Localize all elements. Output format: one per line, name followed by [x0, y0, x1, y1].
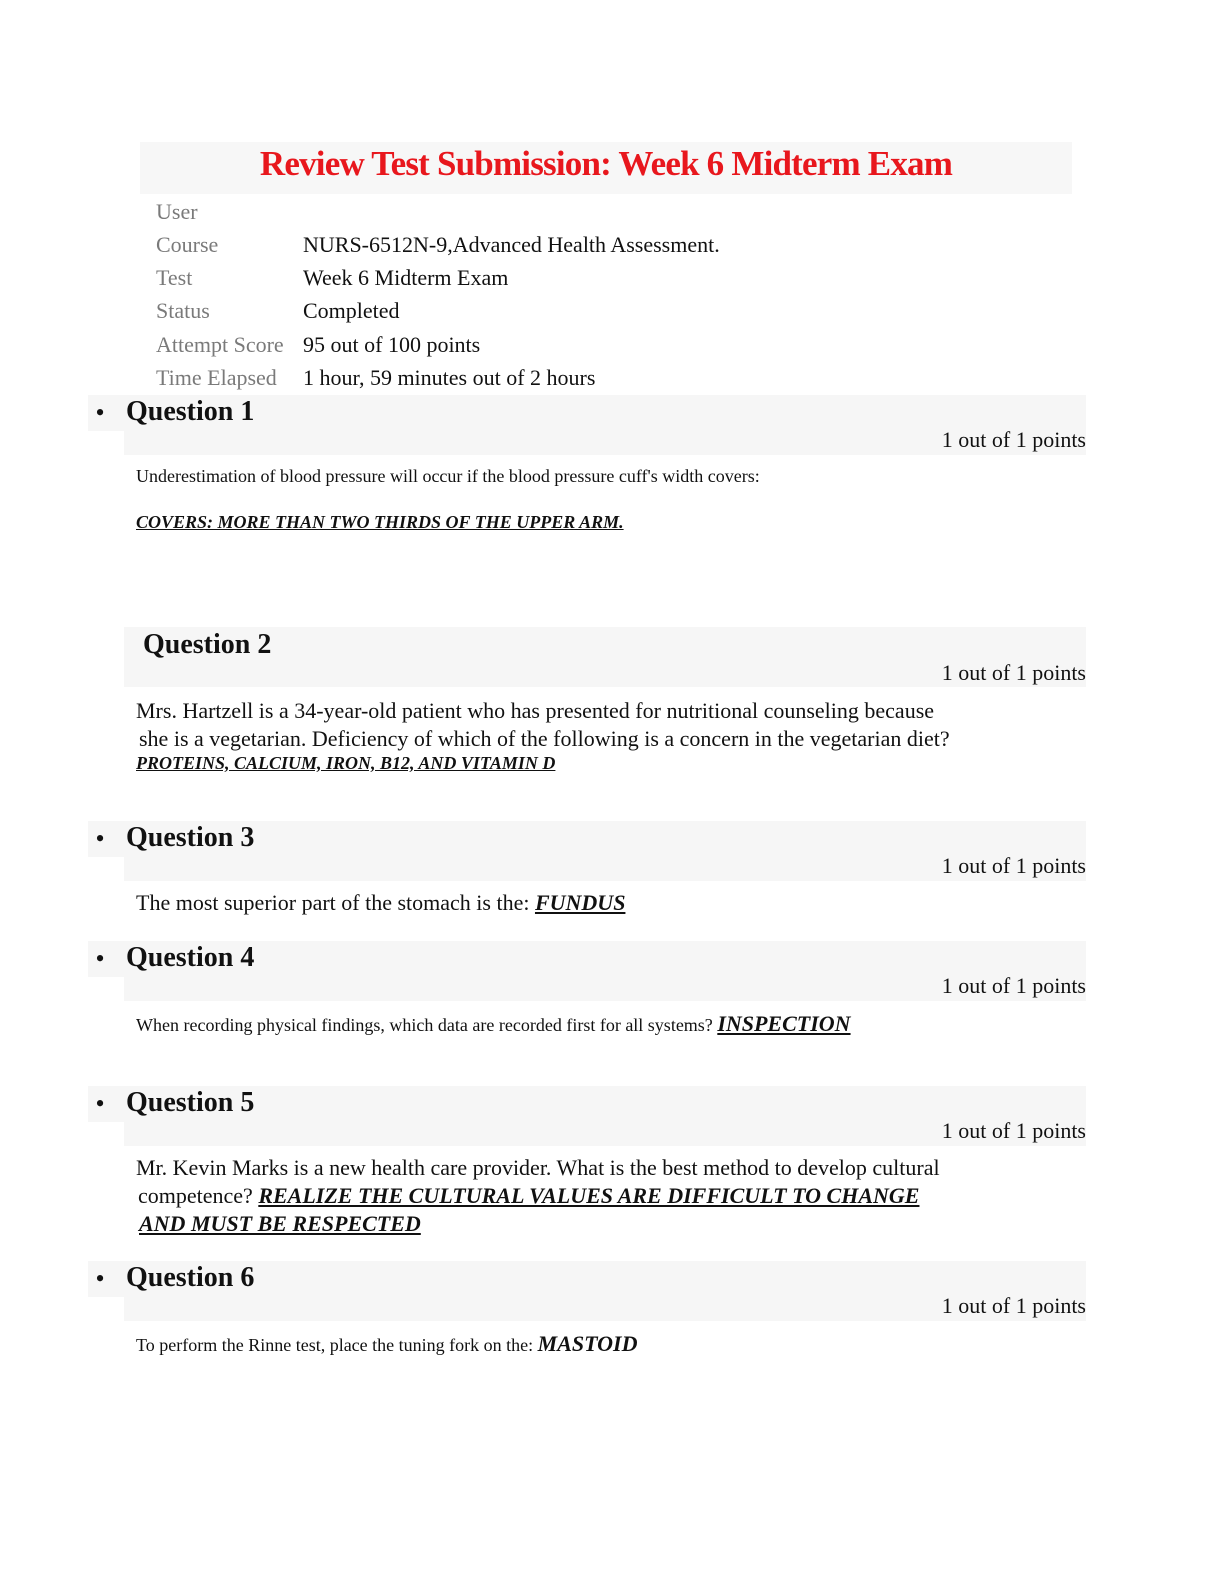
question-title: Question 2 — [143, 629, 272, 660]
answer-text: COVERS: MORE THAN TWO THIRDS OF THE UPPER ARM. — [136, 512, 624, 532]
question-prompt: competence? — [138, 1183, 259, 1208]
info-value: Week 6 Midterm Exam — [303, 265, 509, 290]
answer-text: INSPECTION — [717, 1011, 851, 1036]
question-header-4 — [95, 941, 1086, 1001]
question-title: Question 1 — [126, 396, 255, 427]
question-points: 1 out of 1 points — [941, 1118, 1086, 1143]
info-label: Course — [156, 232, 219, 257]
bullet-icon: • — [95, 1264, 105, 1293]
question-header-3 — [95, 821, 1086, 881]
bullet-icon: • — [95, 824, 105, 853]
question-text-line — [138, 1182, 919, 1210]
answer-text: PROTEINS, CALCIUM, IRON, B12, AND VITAMIN D — [136, 753, 556, 773]
info-label: User — [156, 199, 198, 224]
info-label: Test — [156, 265, 193, 290]
question-prompt: To perform the Rinne test, place the tuning fork on the: — [136, 1335, 538, 1355]
answer-text: FUNDUS — [534, 890, 626, 915]
question-text-line: she is a vegetarian. Deficiency of which of the following is a concern in the vegetarian diet? — [139, 726, 950, 751]
question-prompt: The most superior part of the stomach is the: — [136, 890, 535, 915]
info-label: Time Elapsed — [156, 365, 277, 390]
question-header-5 — [95, 1086, 1086, 1146]
info-value: 95 out of 100 points — [303, 332, 481, 357]
info-label: Attempt Score — [156, 332, 284, 357]
question-points: 1 out of 1 points — [941, 427, 1086, 452]
question-title: Question 3 — [126, 822, 255, 853]
question-header-1 — [95, 395, 1086, 455]
question-title: Question 6 — [126, 1262, 255, 1293]
info-value: 1 hour, 59 minutes out of 2 hours — [303, 365, 596, 390]
info-value: Completed — [303, 298, 400, 323]
question-header-2 — [124, 627, 1086, 687]
question-text — [136, 1011, 851, 1038]
bullet-icon: • — [95, 944, 105, 973]
info-label: Status — [156, 298, 210, 323]
question-text — [136, 1331, 638, 1358]
bullet-icon: • — [95, 1089, 105, 1118]
question-points: 1 out of 1 points — [941, 660, 1086, 685]
question-title: Question 5 — [126, 1087, 255, 1118]
question-title: Question 4 — [126, 942, 255, 973]
answer-text: MASTOID — [537, 1331, 638, 1356]
question-text: Underestimation of blood pressure will occur if the blood pressure cuff's width covers: — [136, 466, 760, 486]
answer-text: REALIZE THE CULTURAL VALUES ARE DIFFICULT TO CHANGE — [258, 1183, 920, 1208]
question-points: 1 out of 1 points — [941, 1293, 1086, 1318]
question-header-6 — [95, 1261, 1086, 1321]
page-title: Review Test Submission: Week 6 Midterm Exam — [259, 144, 953, 183]
question-points: 1 out of 1 points — [941, 973, 1086, 998]
question-text — [136, 889, 625, 917]
title-band — [140, 142, 1072, 194]
answer-text-line: AND MUST BE RESPECTED — [139, 1211, 421, 1236]
question-text-line: Mrs. Hartzell is a 34-year-old patient who has presented for nutritional counseling because — [136, 698, 935, 723]
question-points: 1 out of 1 points — [941, 853, 1086, 878]
info-value: NURS-6512N-9,Advanced Health Assessment. — [303, 232, 720, 257]
bullet-icon: • — [95, 398, 105, 427]
question-text-line: Mr. Kevin Marks is a new health care provider. What is the best method to develop cultural — [136, 1155, 940, 1180]
question-prompt: When recording physical findings, which data are recorded first for all systems? — [136, 1015, 718, 1035]
